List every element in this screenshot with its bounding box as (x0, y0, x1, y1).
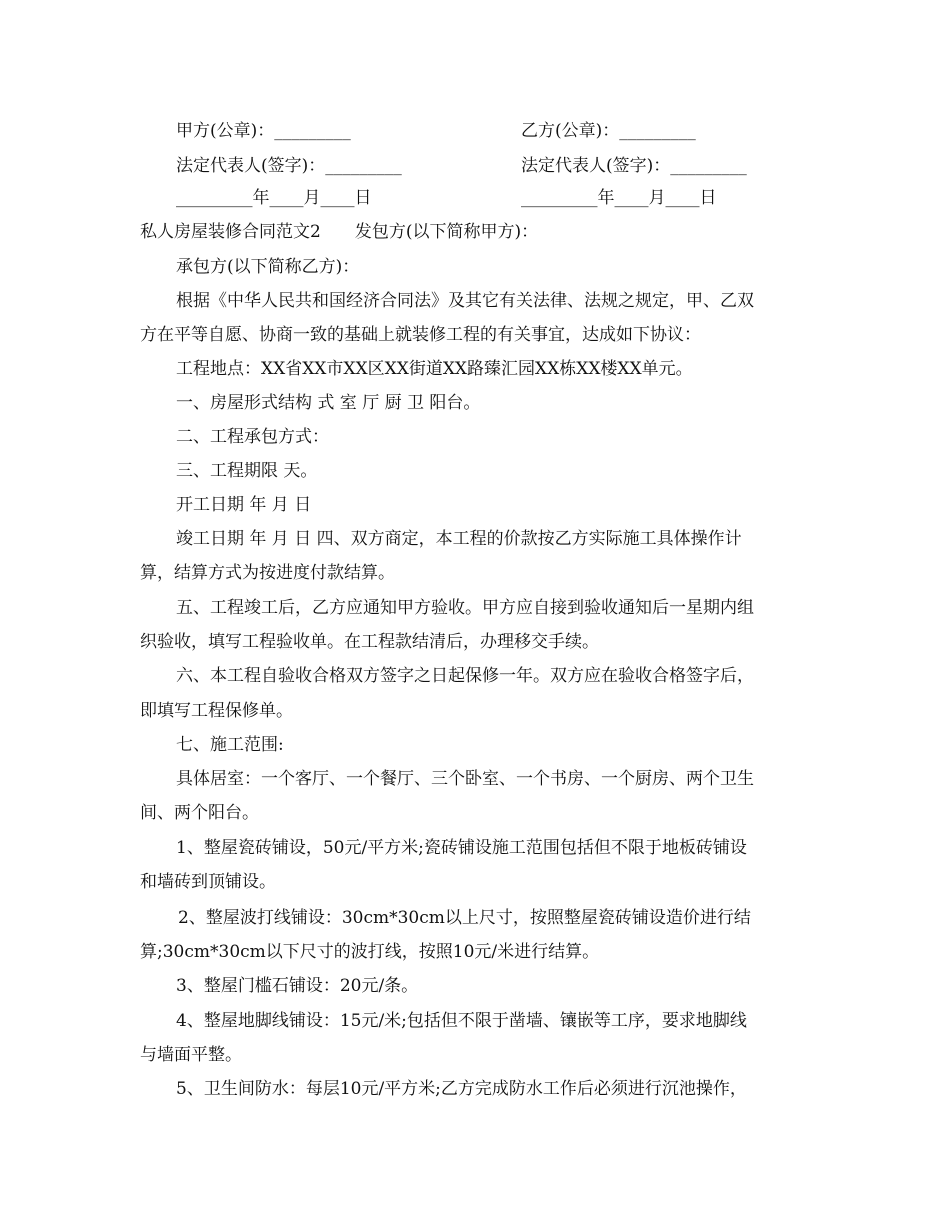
room-list-line: 具体居室：一个客厅、一个餐厅、三个卧室、一个书房、一个厨房、两个卫生 (176, 769, 754, 789)
party-b-seal-line: 乙方(公章)：_________ (521, 121, 696, 141)
clause-3-line: 三、工程期限 天。 (176, 461, 318, 481)
item-5-line: 5、卫生间防水：每层10元/平方米;乙方完成防水工作后必须进行沉池操作， (176, 1079, 747, 1099)
paragraph-line: 方在平等自愿、协商一致的基础上就装修工程的有关事宜，达成如下协议： (140, 325, 701, 345)
completion-date-line: 竣工日期 年 月 日 四、双方商定，本工程的价款按乙方实际施工具体操作计 (176, 529, 742, 549)
paragraph-line: 即填写工程保修单。 (140, 701, 293, 721)
item-2-line: 2、整屋波打线铺设：30cm*30cm以上尺寸，按照整屋瓷砖铺设造价进行结 (178, 908, 751, 928)
contract-title-line: 私人房屋装修合同范文2 发包方(以下简称甲方)： (140, 222, 539, 242)
party-a-seal-line: 甲方(公章)：_________ (176, 121, 351, 141)
contractor-party-line: 承包方(以下简称乙方)： (176, 257, 360, 277)
paragraph-line: 根据《中华人民共和国经济合同法》及其它有关法律、法规之规定，甲、乙双 (176, 291, 754, 311)
clause-6-line: 六、本工程自验收合格双方签字之日起保修一年。双方应在验收合格签字后， (176, 666, 754, 686)
clause-2-line: 二、工程承包方式： (176, 427, 329, 447)
paragraph-line: 算;30cm*30cm以下尺寸的波打线，按照10元/米进行结算。 (140, 942, 600, 962)
item-1-line: 1、整屋瓷砖铺设，50元/平方米;瓷砖铺设施工范围包括但不限于地板砖铺设 (176, 838, 747, 858)
clause-5-line: 五、工程竣工后，乙方应通知甲方验收。甲方应自接到验收通知后一星期内组 (176, 598, 754, 618)
party-a-date-line: _________年____月____日 (176, 188, 372, 208)
paragraph-line: 算，结算方式为按进度付款结算。 (140, 563, 395, 583)
item-3-line: 3、整屋门槛石铺设：20元/条。 (176, 976, 419, 996)
paragraph-line: 与墙面平整。 (140, 1045, 242, 1065)
paragraph-line: 和墙砖到顶铺设。 (140, 872, 276, 892)
party-a-representative-line: 法定代表人(签字)：_________ (176, 156, 402, 176)
clause-1-line: 一、房屋形式结构 式 室 厅 厨 卫 阳台。 (176, 393, 481, 413)
paragraph-line: 织验收，填写工程验收单。在工程款结清后，办理移交手续。 (140, 632, 599, 652)
start-date-line: 开工日期 年 月 日 (176, 495, 312, 515)
paragraph-line: 间、两个阳台。 (140, 803, 259, 823)
clause-7-line: 七、施工范围: (176, 735, 284, 755)
party-b-representative-line: 法定代表人(签字)：_________ (521, 156, 747, 176)
party-b-date-line: _________年____月____日 (521, 188, 717, 208)
project-location-line: 工程地点：XX省XX市XX区XX街道XX路臻汇园XX栋XX楼XX单元。 (176, 359, 693, 379)
item-4-line: 4、整屋地脚线铺设：15元/米;包括但不限于凿墙、镶嵌等工序，要求地脚线 (176, 1011, 747, 1031)
